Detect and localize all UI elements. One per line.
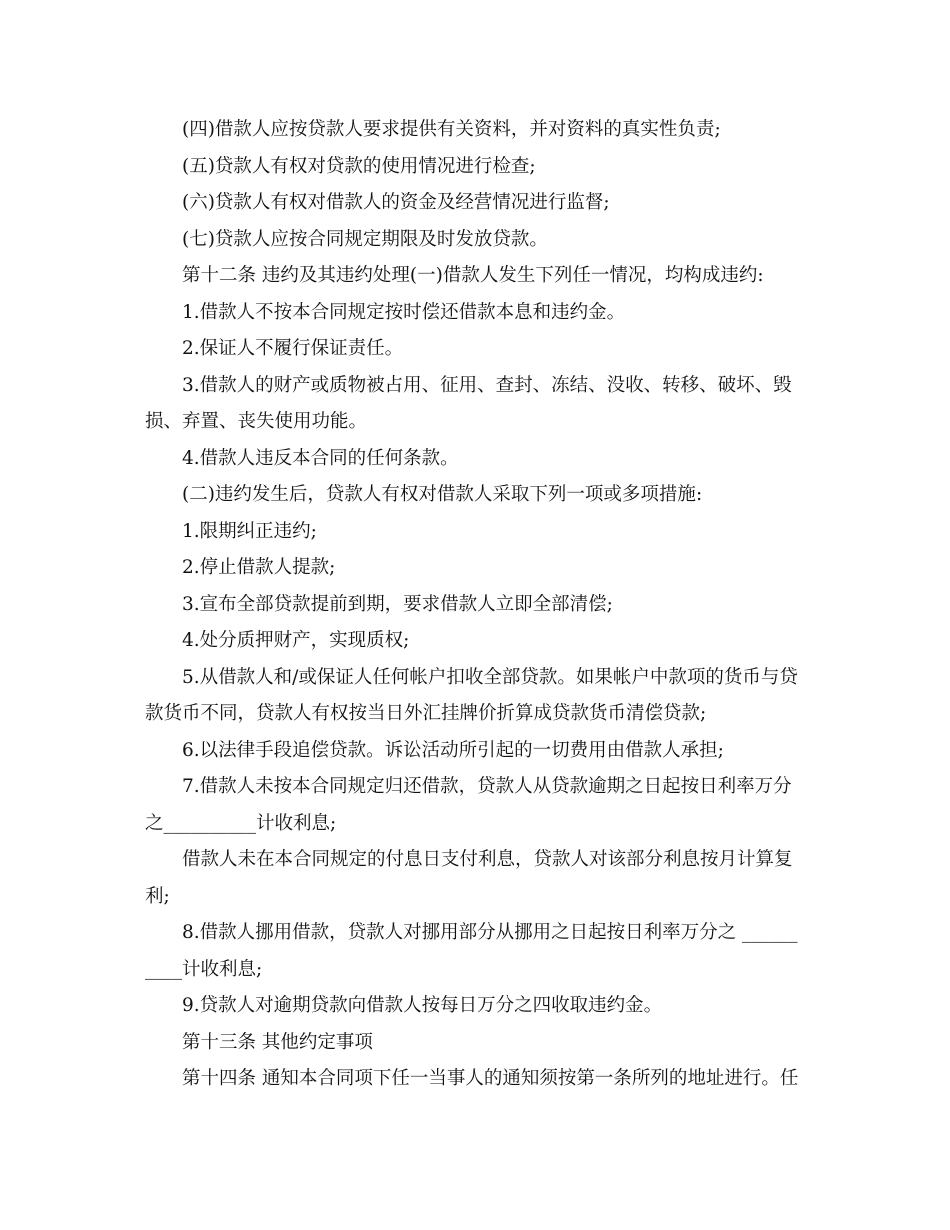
remedy-item-7-note: 借款人未在本合同规定的付息日支付利息，贷款人对该部分利息按月计算复利; [145, 849, 793, 907]
paragraph-clause-7: (七)贷款人应按合同规定期限及时发放贷款。 [182, 228, 548, 250]
contract-body [145, 112, 805, 1098]
paragraph-clause-6: (六)贷款人有权对借款人的资金及经营情况进行监督; [182, 192, 610, 213]
remedy-item-4: 4.处分质押财产，实现质权; [182, 630, 410, 651]
paragraph-clause-4: (四)借款人应按贷款人要求提供有关资料，并对资料的真实性负责; [182, 119, 721, 140]
remedy-item-8: 8.借款人挪用借款，贷款人对挪用部分从挪用之日起按日利率万分之 __________计收利息; [145, 922, 798, 980]
remedy-item-3: 3.宣布全部贷款提前到期，要求借款人立即全部清偿; [182, 593, 613, 615]
article-13-heading: 第十三条 其他约定事项 [182, 1031, 373, 1053]
breach-item-4: 4.借款人违反本合同的任何条款。 [182, 447, 459, 469]
article-14-heading: 第十四条 通知本合同项下任一当事人的通知须按第一条所列的地址进行。任 [182, 1068, 799, 1089]
breach-item-3: 3.借款人的财产或质物被占用、征用、查封、冻结、没收、转移、破坏、毁损、弃置、丧失使用功能。 [145, 374, 792, 432]
remedy-item-2: 2.停止借款人提款; [182, 557, 336, 578]
remedies-intro: (二)违约发生后，贷款人有权对借款人采取下列一项或多项措施: [182, 484, 703, 505]
paragraph-clause-5: (五)贷款人有权对贷款的使用情况进行检查; [182, 155, 536, 177]
remedy-item-1: 1.限期纠正违约; [182, 520, 317, 542]
remedy-item-6: 6.以法律手段追偿贷款。诉讼活动所引起的一切费用由借款人承担; [182, 739, 724, 761]
remedy-item-7: 7.借款人未按本合同规定归还借款，贷款人从贷款逾期之日起按日利率万分之__________计收利息; [145, 776, 792, 834]
article-12-heading: 第十二条 违约及其违约处理(一)借款人发生下列任一情况，均构成违约: [182, 265, 764, 286]
remedy-item-9: 9.贷款人对逾期贷款向借款人按每日万分之四收取违约金。 [182, 995, 663, 1016]
breach-item-2: 2.保证人不履行保证责任。 [182, 338, 404, 359]
breach-item-1: 1.借款人不按本合同规定按时偿还借款本息和违约金。 [182, 301, 626, 323]
remedy-item-5: 5.从借款人和/或保证人任何帐户扣收全部贷款。如果帐户中款项的货币与贷款货币不同，贷款人有权按当日外汇挂牌价折算成贷款货币清偿贷款; [145, 666, 798, 724]
